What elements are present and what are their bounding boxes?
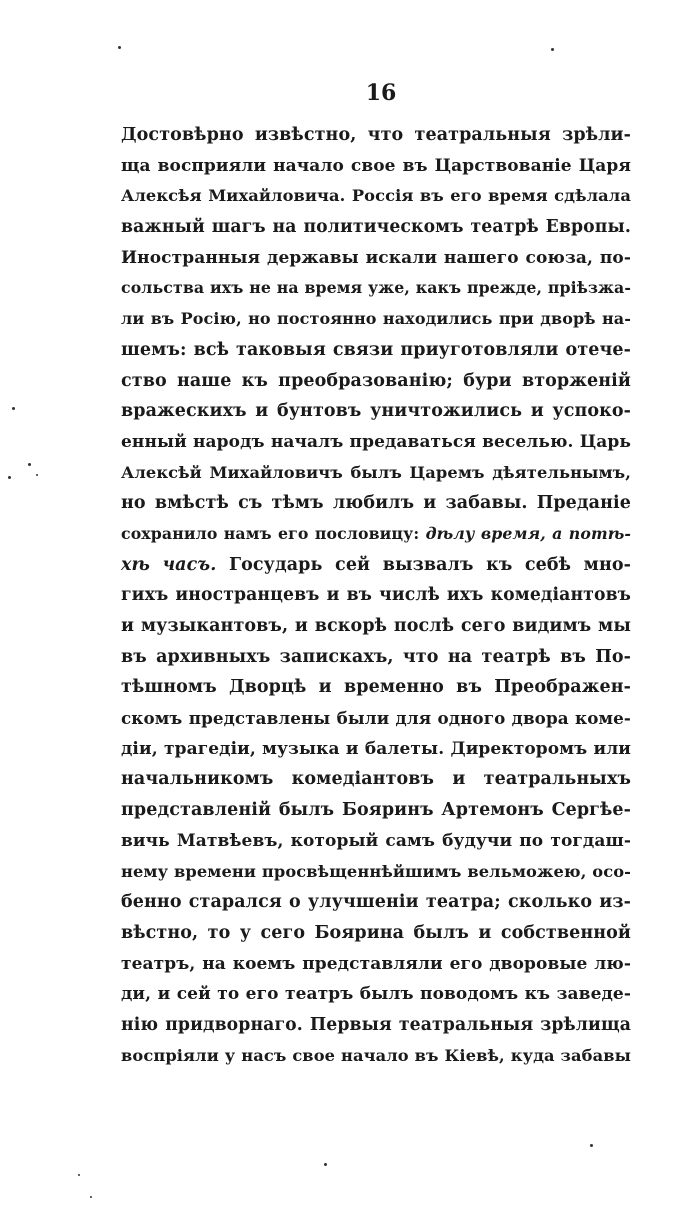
text-line-20: скомъ представлены были для одного двора коме- [121,708,631,729]
text-line-1: Достовѣрно извѣстно, что театральныя зрѣли- [121,125,631,145]
text-line-4: важный шагъ на политическомъ театрѣ Европы. [121,217,631,238]
text-line-26: бенно старался о улучшеніи театра; сколько из- [121,892,631,913]
text-line-3: Алексѣя Михайловича. Россія въ его время сдѣлала [121,186,631,206]
proverb-part-2: хѣ часъ. [121,554,217,575]
scan-speck [36,474,38,476]
text-line-28: театръ, на коемъ представляли его дворовые лю- [121,953,631,974]
text-line-10: вражескихъ и бунтовъ уничтожились и успоко- [121,401,631,422]
text-line-12: Алексѣй Михайловичъ былъ Царемъ дѣятельнымъ, [121,462,631,482]
text-line-30: нію придворнаго. Первыя театральныя зрѣлища [121,1014,631,1035]
scan-speck [8,476,11,479]
scan-speck [12,407,15,410]
text-line-13: но вмѣстѣ съ тѣмъ любилъ и забавы. Преданіе [121,493,631,514]
text-line-15 [121,550,631,581]
text-line-18: въ архивныхъ запискахъ, что на театрѣ въ По- [121,646,631,667]
text-line-9: ство наше къ преобразованію; бури вторженій [121,370,631,391]
text-line-16: гихъ иностранцевъ и въ числѣ ихъ комедіантовъ [121,585,631,606]
text-line-27: вѣстно, то у сего Боярина былъ и собственной [121,922,631,943]
text-line-24: вичь Матвѣевъ, который самъ будучи по тогдаш- [121,830,631,851]
text-line-31: воспріяли у насъ свое начало въ Кіевѣ, куда забавы [121,1045,631,1065]
body-text [121,120,631,1071]
scan-speck [551,48,554,51]
text-line-15-end: Государь сей вызвалъ къ себѣ мно- [228,554,631,575]
text-line-22: начальникомъ комедіантовъ и театральныхъ [121,769,631,790]
text-line-6: сольства ихъ не на время уже, какъ прежде, пріѣзжа- [121,278,631,298]
text-line-2: ща восприяли начало свое въ Царствованіе Царя [121,155,631,176]
text-line-14-start: сохранило намъ его пословицу: [121,523,420,543]
text-line-19: тѣшномъ Дворцѣ и временно въ Преображен- [121,677,631,698]
text-line-29: ди, и сей то его театръ былъ поводомъ къ заведе- [121,984,631,1005]
text-line-17: и музыкантовъ, и вскорѣ послѣ сего видимъ мы [121,616,631,636]
scan-speck [78,1174,80,1176]
scan-speck [90,1196,92,1198]
scan-speck [118,46,121,49]
proverb-part-1: дѣлу время, а потѣ- [425,523,631,543]
text-line-23: представленій былъ Бояринъ Артемонъ Сергѣе- [121,800,631,821]
text-line-11: енный народъ началъ предаваться веселью. Царь [121,431,631,452]
scan-speck [324,1163,327,1166]
text-line-7: ли въ Росію, но постоянно находились при дворѣ на- [121,309,631,329]
page-number: 16 [365,80,397,106]
text-line-14 [121,519,631,550]
scan-speck [590,1144,593,1147]
text-line-25: нему времени просвѣщеннѣйшимъ вельможею, осо- [121,861,631,881]
text-line-21: діи, трагедіи, музыка и балеты. Директоромъ или [121,738,631,759]
text-line-5: Иностранныя державы искали нашего союза, по- [121,247,631,268]
text-line-8: шемъ: всѣ таковыя связи приуготовляли отече- [121,339,631,360]
scan-speck [28,463,31,466]
